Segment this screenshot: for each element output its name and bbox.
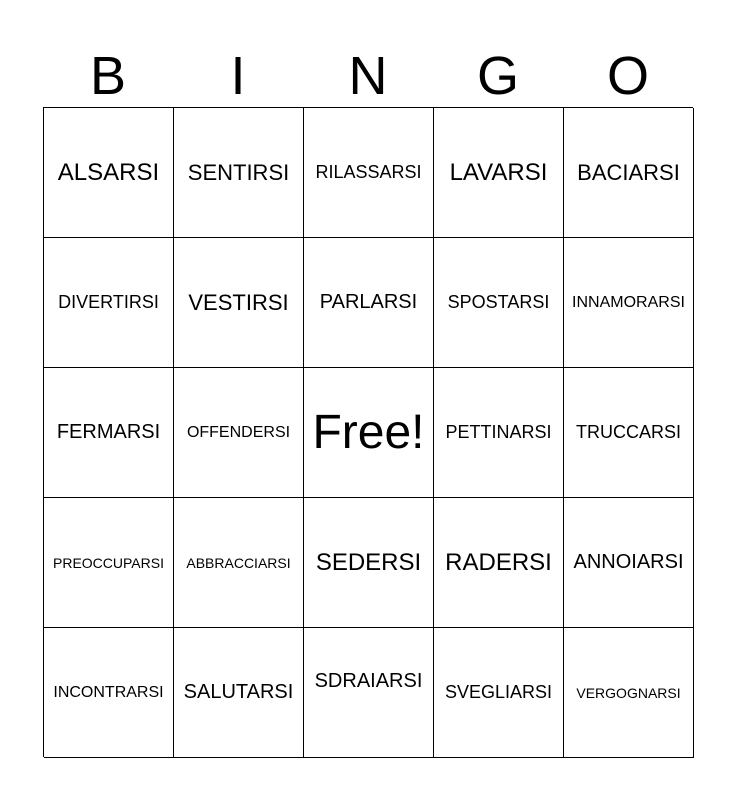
bingo-board bbox=[43, 107, 693, 757]
bingo-cell[interactable] bbox=[174, 498, 304, 628]
header-letter-n: N bbox=[348, 46, 388, 106]
cell-label: LAVARSI bbox=[449, 158, 548, 186]
cell-label: ANNOIARSI bbox=[573, 551, 684, 573]
cell-label: SENTIRSI bbox=[187, 159, 290, 185]
bingo-cell[interactable] bbox=[434, 368, 564, 498]
cell-label: BACIARSI bbox=[577, 159, 680, 185]
cell-label: SALUTARSI bbox=[183, 681, 294, 703]
cell-label: FERMARSI bbox=[56, 421, 161, 443]
cell-label: TRUCCARSI bbox=[575, 422, 681, 442]
cell-label: VESTIRSI bbox=[188, 289, 289, 315]
cell-label: DIVERTIRSI bbox=[58, 292, 159, 312]
bingo-cell[interactable] bbox=[434, 108, 564, 238]
bingo-cell[interactable] bbox=[174, 108, 304, 238]
bingo-cell[interactable] bbox=[564, 238, 694, 368]
cell-label: PARLARSI bbox=[319, 291, 418, 313]
bingo-cell[interactable] bbox=[174, 238, 304, 368]
bingo-cell[interactable] bbox=[434, 498, 564, 628]
bingo-cell[interactable] bbox=[564, 108, 694, 238]
cell-label: ABBRACCIARSI bbox=[186, 554, 291, 571]
free-space-label: Free! bbox=[312, 406, 425, 459]
cell-label: PETTINARSI bbox=[445, 422, 552, 442]
bingo-cell[interactable] bbox=[44, 238, 174, 368]
cell-label: SVEGLIARSI bbox=[444, 682, 553, 702]
bingo-cell[interactable] bbox=[44, 368, 174, 498]
bingo-cell[interactable] bbox=[304, 238, 434, 368]
bingo-cell[interactable] bbox=[174, 368, 304, 498]
bingo-cell[interactable] bbox=[564, 628, 694, 758]
cell-label: SDRAIARSI bbox=[314, 670, 423, 692]
cell-label: ALSARSI bbox=[57, 158, 160, 186]
bingo-cell[interactable] bbox=[564, 498, 694, 628]
cell-label: SEDERSI bbox=[315, 548, 422, 576]
cell-label: OFFENDERSI bbox=[186, 423, 291, 441]
header-letter-b: B bbox=[89, 46, 127, 106]
bingo-cell[interactable] bbox=[304, 628, 434, 758]
cell-label: INNAMORARSI bbox=[572, 293, 685, 311]
bingo-cell[interactable] bbox=[434, 238, 564, 368]
free-space[interactable] bbox=[304, 368, 434, 498]
header-letter-g: G bbox=[476, 46, 519, 106]
bingo-cell[interactable] bbox=[304, 498, 434, 628]
bingo-cell[interactable] bbox=[44, 108, 174, 238]
bingo-header bbox=[43, 45, 693, 107]
header-letter-o: O bbox=[606, 46, 649, 106]
cell-label: SPOSTARSI bbox=[447, 292, 550, 312]
bingo-cell[interactable] bbox=[174, 628, 304, 758]
cell-label: INCONTRARSI bbox=[53, 683, 164, 701]
bingo-cell[interactable] bbox=[564, 368, 694, 498]
bingo-cell[interactable] bbox=[434, 628, 564, 758]
bingo-cell[interactable] bbox=[304, 108, 434, 238]
bingo-cell[interactable] bbox=[44, 628, 174, 758]
cell-label: RILASSARSI bbox=[315, 162, 422, 182]
cell-label: PREOCCUPARSI bbox=[53, 554, 164, 571]
cell-label: RADERSI bbox=[445, 548, 552, 576]
header-letter-i: I bbox=[230, 46, 246, 106]
cell-label: VERGOGNARSI bbox=[576, 684, 681, 701]
bingo-cell[interactable] bbox=[44, 498, 174, 628]
